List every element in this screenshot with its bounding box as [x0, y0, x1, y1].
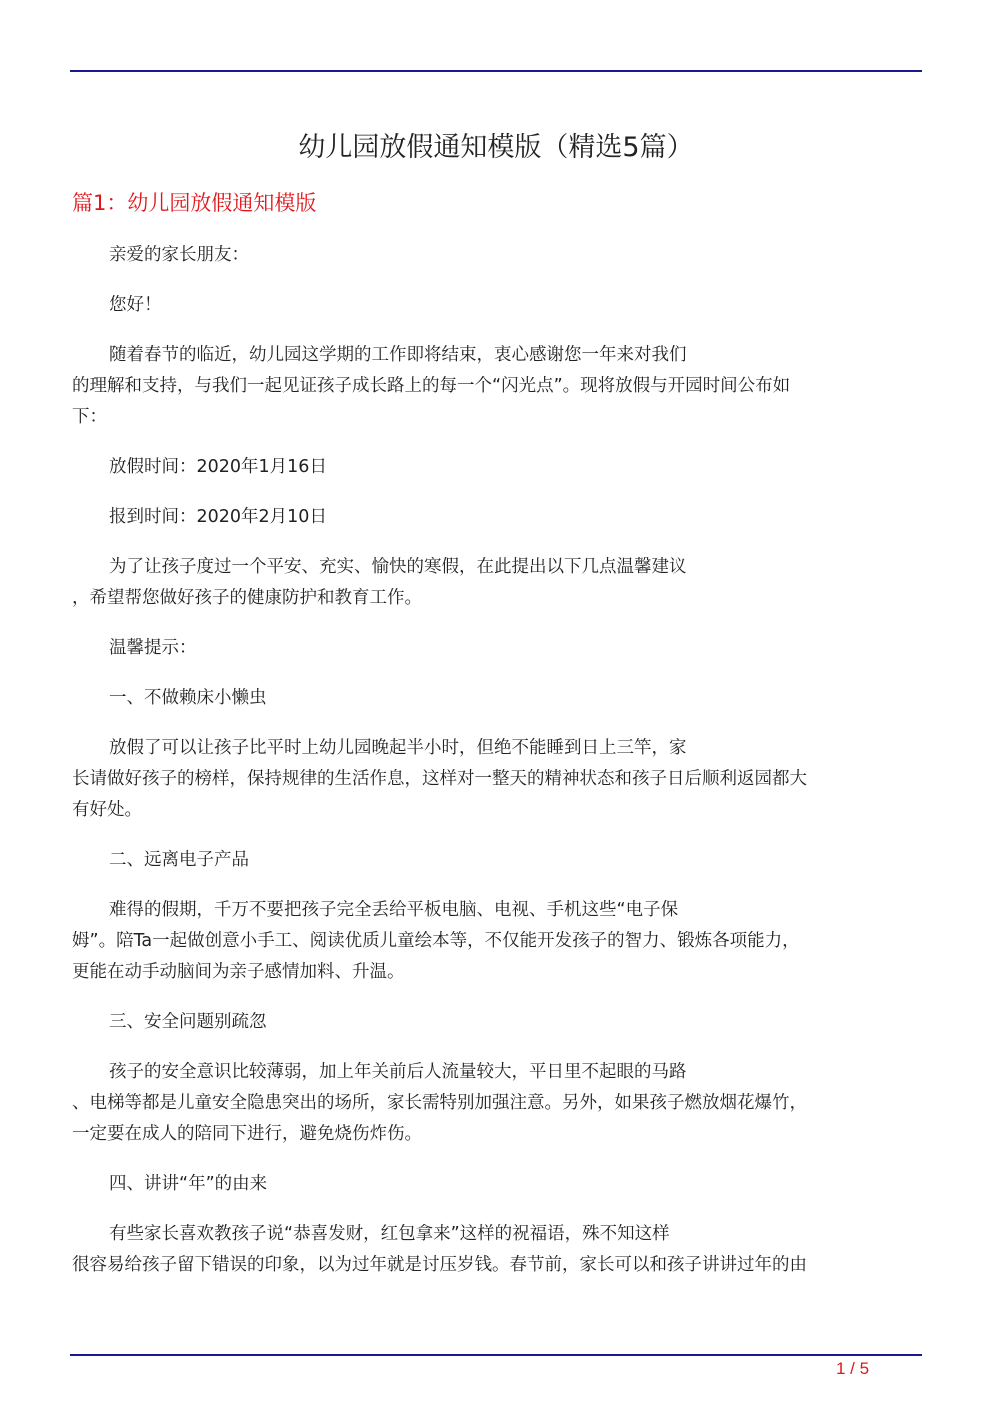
paragraph: [72, 1169, 912, 1200]
paragraph: [72, 895, 912, 988]
paragraph-line: 放假了可以让孩子比平时上幼儿园晚起半小时，但绝不能睡到日上三竿，家: [109, 738, 687, 758]
paragraph-line: 更能在动手动脑间为亲子感情加料、升温。: [72, 962, 405, 982]
paragraph-line: 有好处。: [72, 800, 142, 820]
document-title: 幼儿园放假通知模版（精选5篇）: [298, 132, 694, 163]
paragraph-line: 亲爱的家长朋友：: [109, 245, 249, 265]
paragraph-line: 放假时间：2020年1月16日: [109, 457, 327, 477]
paragraph: [72, 340, 912, 433]
header-rule: [70, 70, 922, 72]
paragraph-line: 一定要在成人的陪同下进行，避免烧伤炸伤。: [72, 1124, 422, 1144]
paragraph: [72, 452, 912, 483]
footer-rule: [70, 1354, 922, 1356]
paragraph-line: 为了让孩子度过一个平安、充实、愉快的寒假，在此提出以下几点温馨建议: [109, 557, 687, 577]
paragraph-line: 很容易给孩子留下错误的印象，以为过年就是讨压岁钱。春节前，家长可以和孩子讲讲过年的由: [72, 1255, 807, 1275]
document-body: [72, 240, 912, 1300]
section-heading: 篇1：幼儿园放假通知模版: [72, 191, 317, 215]
paragraph-line: 一、不做赖床小懒虫: [109, 688, 267, 708]
page-number: 1 / 5: [836, 1359, 870, 1378]
paragraph-line: 姆”。陪Ta一起做创意小手工、阅读优质儿童绘本等，不仅能开发孩子的智力、锻炼各项能力，: [72, 931, 800, 951]
paragraph: [72, 502, 912, 533]
paragraph-line: ，希望帮您做好孩子的健康防护和教育工作。: [72, 588, 422, 608]
paragraph: [72, 1007, 912, 1038]
paragraph-line: 有些家长喜欢教孩子说“恭喜发财，红包拿来”这样的祝福语，殊不知这样: [109, 1224, 670, 1244]
paragraph-line: 报到时间：2020年2月10日: [109, 507, 327, 527]
paragraph-line: 随着春节的临近，幼儿园这学期的工作即将结束，衷心感谢您一年来对我们: [109, 345, 687, 365]
paragraph: [72, 733, 912, 826]
paragraph: [72, 845, 912, 876]
paragraph-line: 孩子的安全意识比较薄弱，加上年关前后人流量较大，平日里不起眼的马路: [109, 1062, 687, 1082]
paragraph: [72, 240, 912, 271]
paragraph-line: 的理解和支持，与我们一起见证孩子成长路上的每一个“闪光点”。现将放假与开园时间公布如: [72, 376, 791, 396]
paragraph: [72, 633, 912, 664]
paragraph-line: 二、远离电子产品: [109, 850, 249, 870]
paragraph-line: 三、安全问题别疏忽: [109, 1012, 267, 1032]
paragraph-line: 难得的假期，千万不要把孩子完全丢给平板电脑、电视、手机这些“电子保: [109, 900, 679, 920]
paragraph-line: 长请做好孩子的榜样，保持规律的生活作息，这样对一整天的精神状态和孩子日后顺利返园都大: [72, 769, 807, 789]
paragraph: [72, 290, 912, 321]
paragraph-line: 四、讲讲“年”的由来: [109, 1174, 268, 1194]
paragraph-line: 温馨提示：: [109, 638, 197, 658]
paragraph: [72, 1057, 912, 1150]
paragraph: [72, 683, 912, 714]
paragraph-line: 下：: [72, 407, 107, 427]
paragraph: [72, 552, 912, 614]
paragraph: [72, 1219, 912, 1281]
paragraph-line: 您好！: [109, 295, 162, 315]
paragraph-line: 、电梯等都是儿童安全隐患突出的场所，家长需特别加强注意。另外，如果孩子燃放烟花爆竹，: [72, 1093, 807, 1113]
